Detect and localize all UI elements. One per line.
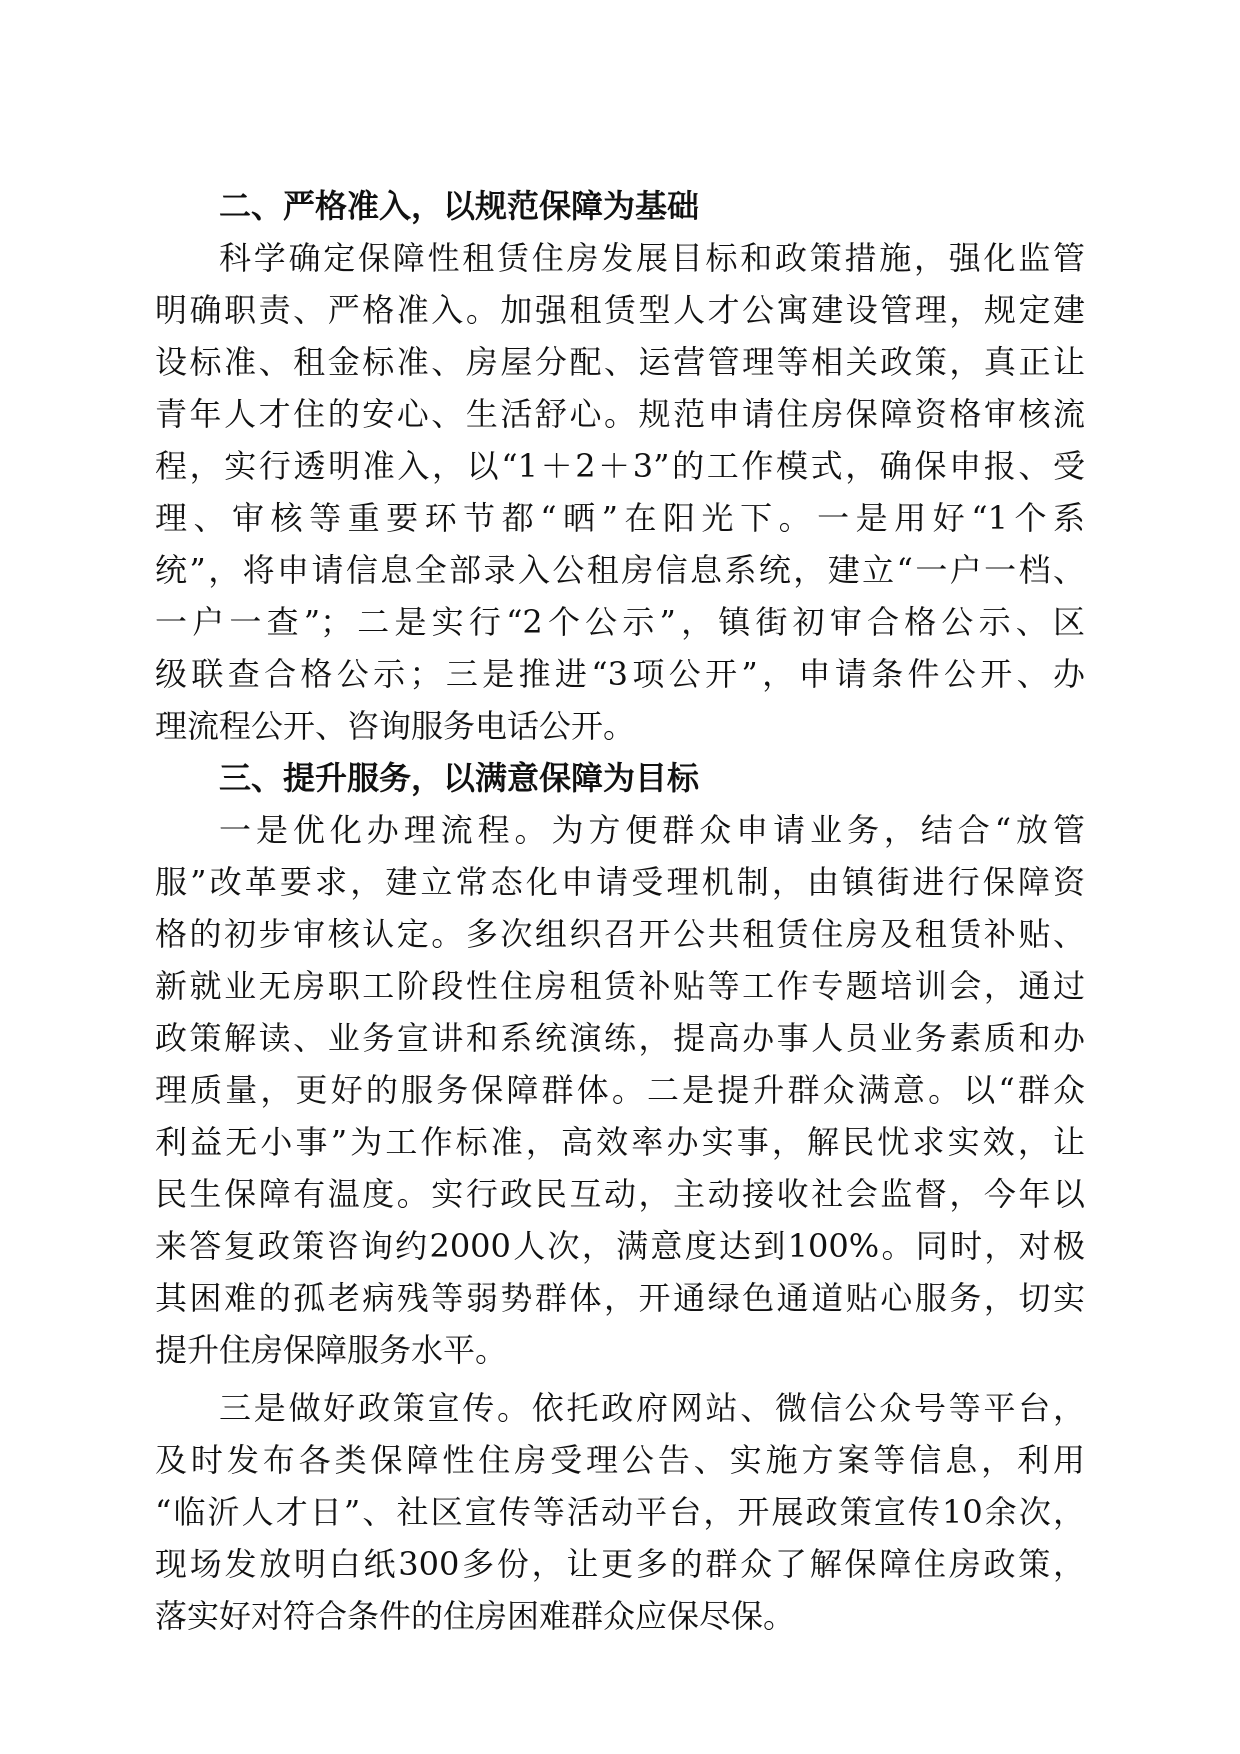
paragraph-line: 民生保障有温度。实行政民互动，主动接收社会监督，今年以 xyxy=(155,1175,1085,1213)
paragraph-line: 政策解读、业务宣讲和系统演练，提高办事人员业务素质和办 xyxy=(155,1019,1085,1057)
paragraph-line: 设标准、租金标准、房屋分配、运营管理等相关政策，真正让 xyxy=(155,343,1085,381)
paragraph-line: 提升住房保障服务水平。 xyxy=(155,1331,508,1369)
paragraph-line: 明确职责、严格准入。加强租赁型人才公寓建设管理，规定建 xyxy=(155,291,1085,329)
paragraph-line: 现场发放明白纸300多份，让更多的群众了解保障住房政策， xyxy=(155,1545,1085,1583)
paragraph-line: 科学确定保障性租赁住房发展目标和政策措施，强化监管 xyxy=(219,239,1085,277)
paragraph-line: 利益无小事”为工作标准，高效率办实事，解民忧求实效，让 xyxy=(155,1123,1085,1161)
paragraph-line: 一户一查”；二是实行“2个公示”，镇街初审合格公示、区 xyxy=(155,603,1085,641)
paragraph-line: 一是优化办理流程。为方便群众申请业务，结合“放管 xyxy=(219,811,1085,849)
section-heading-3: 三、提升服务，以满意保障为目标 xyxy=(219,759,700,797)
paragraph-line: 格的初步审核认定。多次组织召开公共租赁住房及租赁补贴、 xyxy=(155,915,1085,953)
paragraph-line: 理、审核等重要环节都“晒”在阳光下。一是用好“1个系 xyxy=(155,499,1085,537)
paragraph-line: “临沂人才日”、社区宣传等活动平台，开展政策宣传10余次， xyxy=(155,1493,1085,1531)
paragraph-line: 落实好对符合条件的住房困难群众应保尽保。 xyxy=(155,1597,796,1635)
paragraph-line: 三是做好政策宣传。依托政府网站、微信公众号等平台， xyxy=(219,1389,1085,1427)
paragraph-line: 及时发布各类保障性住房受理公告、实施方案等信息，利用 xyxy=(155,1441,1085,1479)
paragraph-line: 理流程公开、咨询服务电话公开。 xyxy=(155,707,636,745)
paragraph-line: 统”，将申请信息全部录入公租房信息系统，建立“一户一档、 xyxy=(155,551,1085,589)
paragraph-line: 级联查合格公示；三是推进“3项公开”，申请条件公开、办 xyxy=(155,655,1085,693)
paragraph-line: 其困难的孤老病残等弱势群体，开通绿色通道贴心服务，切实 xyxy=(155,1279,1085,1317)
document-page xyxy=(155,180,1085,1642)
paragraph-line: 理质量，更好的服务保障群体。二是提升群众满意。以“群众 xyxy=(155,1071,1085,1109)
paragraph-line: 青年人才住的安心、生活舒心。规范申请住房保障资格审核流 xyxy=(155,395,1085,433)
paragraph-line: 服”改革要求，建立常态化申请受理机制，由镇街进行保障资 xyxy=(155,863,1085,901)
paragraph-line: 来答复政策咨询约2000人次，满意度达到100%。同时，对极 xyxy=(155,1227,1085,1265)
paragraph-line: 新就业无房职工阶段性住房租赁补贴等工作专题培训会，通过 xyxy=(155,967,1085,1005)
paragraph-line: 程，实行透明准入，以“1＋2＋3”的工作模式，确保申报、受 xyxy=(155,447,1085,485)
section-heading-2: 二、严格准入，以规范保障为基础 xyxy=(219,187,700,225)
